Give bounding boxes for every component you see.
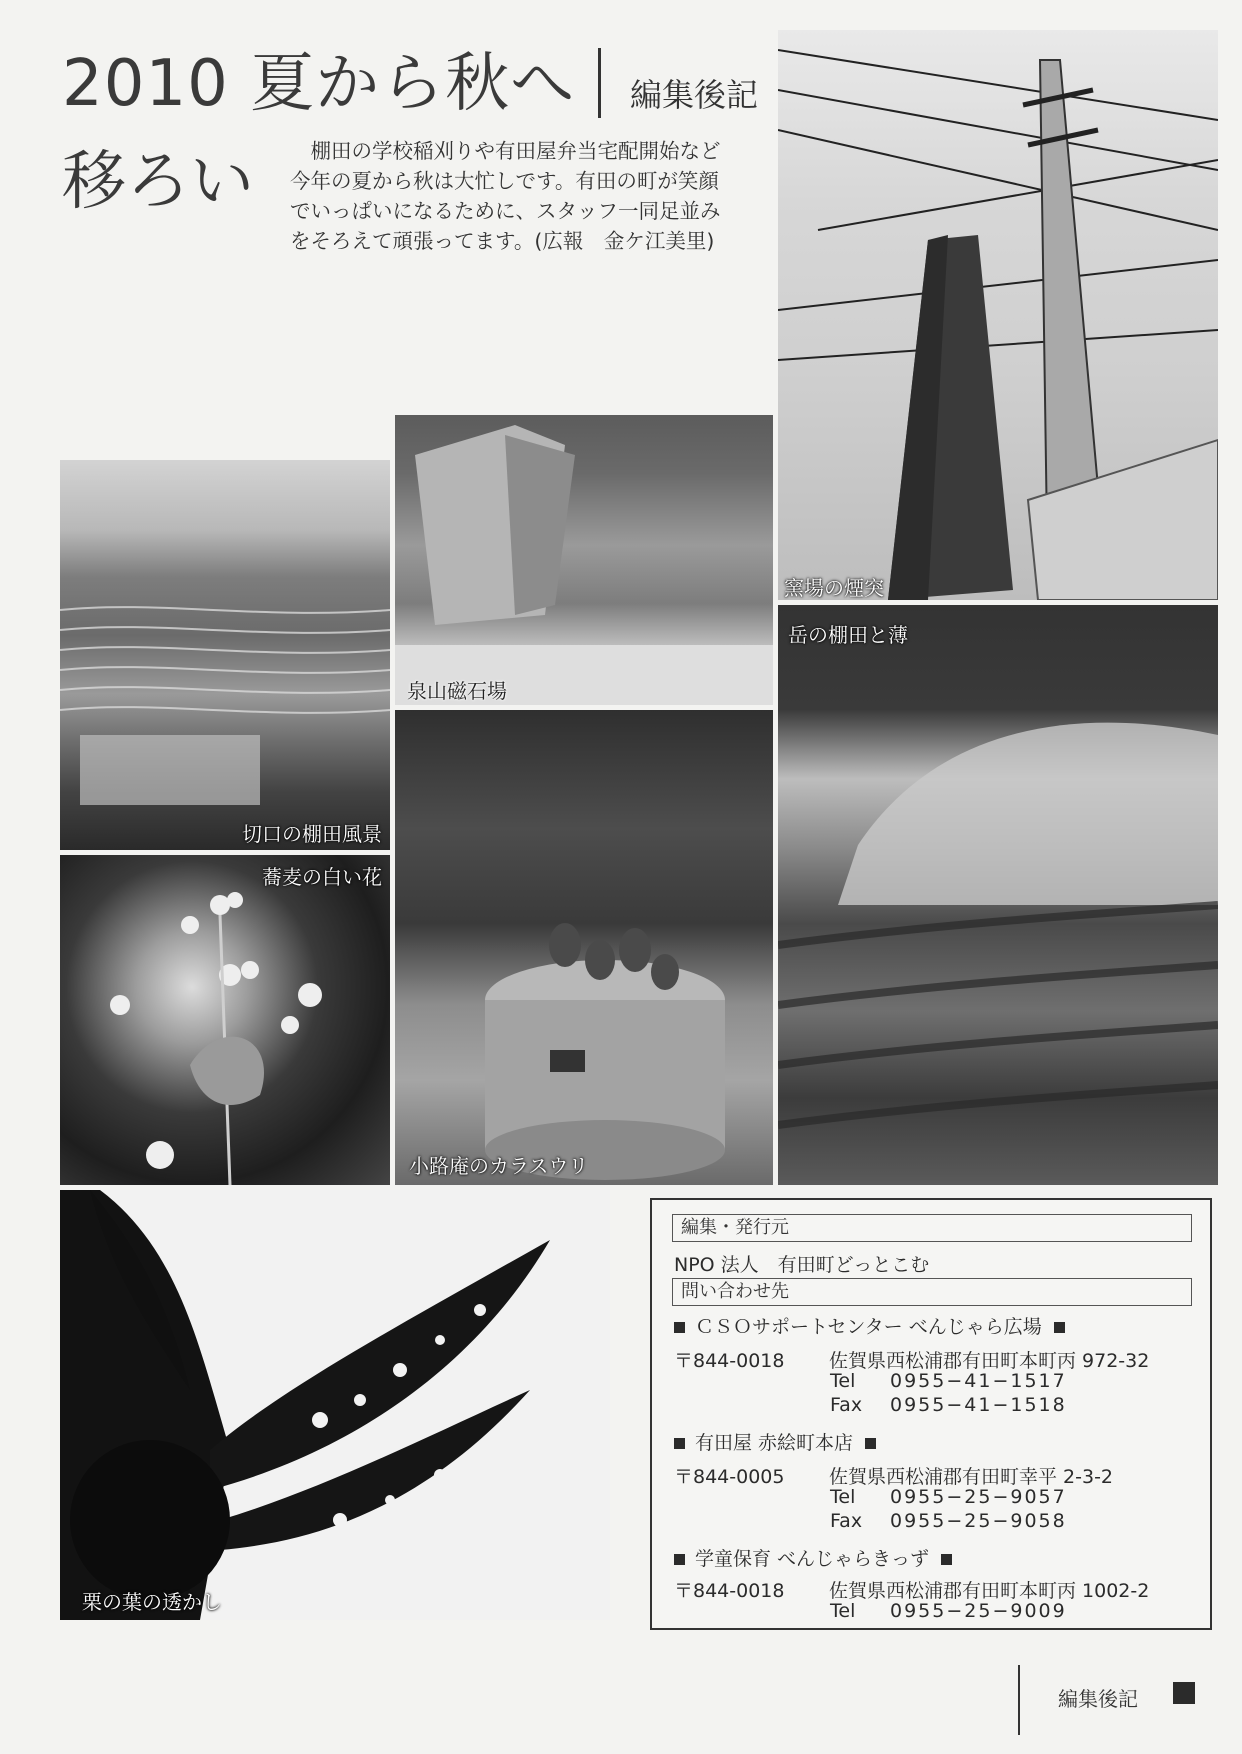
office-fax bbox=[830, 1394, 1067, 1416]
photo-karasuuri bbox=[395, 710, 773, 1185]
intro-paragraph bbox=[290, 136, 770, 256]
intro-line: をそろえて頑張ってます。(広報 金ケ江美里) bbox=[290, 229, 715, 253]
footer-section-label: 編集後記 bbox=[1058, 1687, 1138, 1711]
caption-buckwheat-flowers: 蕎麦の白い花 bbox=[262, 865, 382, 889]
footer-divider bbox=[1018, 1665, 1020, 1735]
karasuuri-illustration bbox=[395, 710, 773, 1185]
office-address bbox=[674, 1346, 1149, 1373]
intro-line: でいっぱいになるために、スタッフ一同足並み bbox=[290, 199, 721, 223]
square-bullet-icon bbox=[941, 1554, 952, 1565]
square-bullet-icon bbox=[674, 1322, 685, 1333]
footer-square-icon bbox=[1173, 1682, 1195, 1704]
buckwheat-illustration bbox=[60, 855, 390, 1185]
quarry-illustration bbox=[395, 415, 773, 705]
postal-code: 〒844-0018 bbox=[674, 1580, 785, 1602]
chimney-illustration bbox=[778, 30, 1218, 600]
tel-number: 0955−25−9057 bbox=[890, 1486, 1067, 1508]
office-heading bbox=[674, 1312, 1065, 1339]
caption-kiln-chimney: 窯場の煙突 bbox=[784, 576, 884, 600]
address-text: 佐賀県西松浦郡有田町幸平 2-3-2 bbox=[829, 1466, 1114, 1488]
photo-izumiyama-quarry bbox=[395, 415, 773, 705]
terraces-illustration bbox=[60, 460, 390, 850]
photo-dake-terraces bbox=[778, 605, 1218, 1185]
tel-label: Tel bbox=[830, 1370, 856, 1392]
section-label: 編集後記 bbox=[630, 76, 759, 114]
address-text: 佐賀県西松浦郡有田町本町丙 1002-2 bbox=[829, 1580, 1150, 1602]
square-bullet-icon bbox=[674, 1438, 685, 1449]
address-text: 佐賀県西松浦郡有田町本町丙 972-32 bbox=[829, 1350, 1150, 1372]
photo-chestnut-leaves bbox=[60, 1190, 610, 1620]
fax-label: Fax bbox=[830, 1510, 863, 1532]
office-fax bbox=[830, 1510, 1067, 1532]
page-title-second-line: 移ろい bbox=[62, 145, 254, 219]
square-bullet-icon bbox=[1054, 1322, 1065, 1333]
office-name: ＣＳＯサポートセンター べんじゃら広場 bbox=[695, 1316, 1042, 1338]
tel-label: Tel bbox=[830, 1600, 856, 1622]
photo-kiriguchi-terraces bbox=[60, 460, 390, 850]
office-address bbox=[674, 1576, 1149, 1603]
photo-buckwheat-flowers bbox=[60, 855, 390, 1185]
office-tel bbox=[830, 1370, 1067, 1392]
publisher-name: NPO 法人 有田町どっとこむ bbox=[674, 1254, 930, 1276]
intro-line: 今年の夏から秋は大忙しです。有田の町が笑顔 bbox=[290, 169, 719, 193]
office-name: 学童保育 べんじゃらきっず bbox=[695, 1548, 930, 1570]
office-address bbox=[674, 1462, 1113, 1489]
office-name: 有田屋 赤絵町本店 bbox=[695, 1432, 854, 1454]
caption-izumiyama-quarry: 泉山磁石場 bbox=[407, 679, 507, 703]
square-bullet-icon bbox=[674, 1554, 685, 1565]
postal-code: 〒844-0018 bbox=[674, 1350, 785, 1372]
fax-number: 0955−25−9058 bbox=[890, 1510, 1067, 1532]
publisher-info-box bbox=[650, 1198, 1212, 1630]
intro-line: 棚田の学校稲刈りや有田屋弁当宅配開始など bbox=[310, 139, 721, 163]
caption-chestnut-leaves: 栗の葉の透かし bbox=[82, 1590, 222, 1614]
office-heading bbox=[674, 1428, 876, 1455]
tel-label: Tel bbox=[830, 1486, 856, 1508]
publisher-label: 編集・発行元 bbox=[672, 1214, 1192, 1242]
title-divider bbox=[598, 48, 601, 118]
chestnut-illustration bbox=[60, 1190, 610, 1620]
photo-kiln-chimney bbox=[778, 30, 1218, 600]
contact-label: 問い合わせ先 bbox=[672, 1278, 1192, 1306]
caption-dake-terraces: 岳の棚田と薄 bbox=[788, 623, 908, 647]
caption-karasuuri: 小路庵のカラスウリ bbox=[409, 1154, 589, 1178]
square-bullet-icon bbox=[865, 1438, 876, 1449]
tel-number: 0955−25−9009 bbox=[890, 1600, 1067, 1622]
office-tel bbox=[830, 1600, 1067, 1622]
fax-number: 0955−41−1518 bbox=[890, 1394, 1067, 1416]
office-tel bbox=[830, 1486, 1067, 1508]
caption-kiriguchi-terraces: 切口の棚田風景 bbox=[242, 822, 382, 846]
dake-illustration bbox=[778, 605, 1218, 1185]
tel-number: 0955−41−1517 bbox=[890, 1370, 1067, 1392]
fax-label: Fax bbox=[830, 1394, 863, 1416]
page-title: 2010 夏から秋へ bbox=[62, 47, 576, 121]
office-heading bbox=[674, 1544, 952, 1571]
postal-code: 〒844-0005 bbox=[674, 1466, 785, 1488]
